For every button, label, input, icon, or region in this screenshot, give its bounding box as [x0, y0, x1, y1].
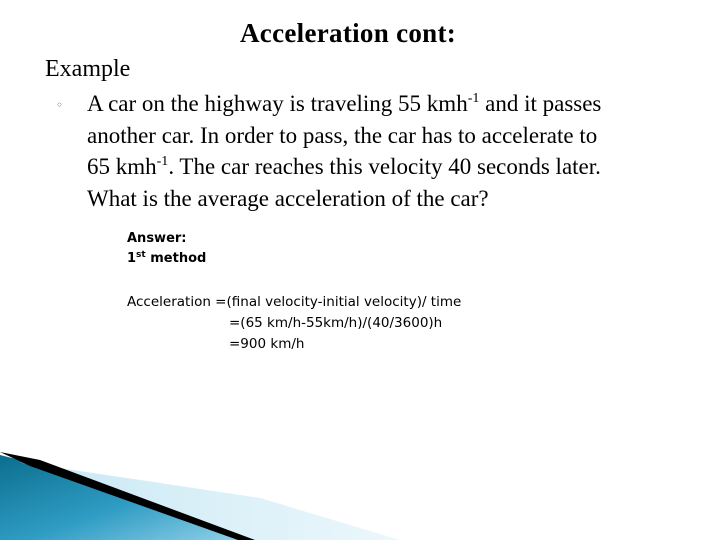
method-label: 1st method [127, 250, 207, 266]
answer-label: Answer: [127, 231, 187, 246]
problem-line-2: another car. In order to pass, the car has to accelerate to [87, 122, 598, 148]
solution-work [127, 292, 461, 355]
work-line-1: Acceleration =(final velocity-initial velocity)/ time [127, 294, 462, 310]
work-line-3: =900 km/h [229, 336, 305, 352]
unit-superscript: -1 [467, 91, 480, 106]
answer-block [127, 229, 206, 269]
example-heading: Example [45, 56, 131, 82]
unit-superscript: -1 [156, 154, 169, 169]
problem-line-4: What is the average acceleration of the car? [87, 185, 489, 211]
hollow-circle-bullet-icon: ◦ [56, 98, 64, 112]
slide-title: Acceleration cont: [240, 18, 457, 48]
work-line-2: =(65 km/h-55km/h)/(40/3600)h [229, 315, 443, 331]
problem-line-1: A car on the highway is traveling 55 kmh$^{-1}$ and it passes [87, 91, 602, 116]
problem-text [87, 88, 687, 214]
problem-line-3: 65 kmh$^{-1}$. The car reaches this velocity 40 seconds later. [87, 154, 601, 179]
